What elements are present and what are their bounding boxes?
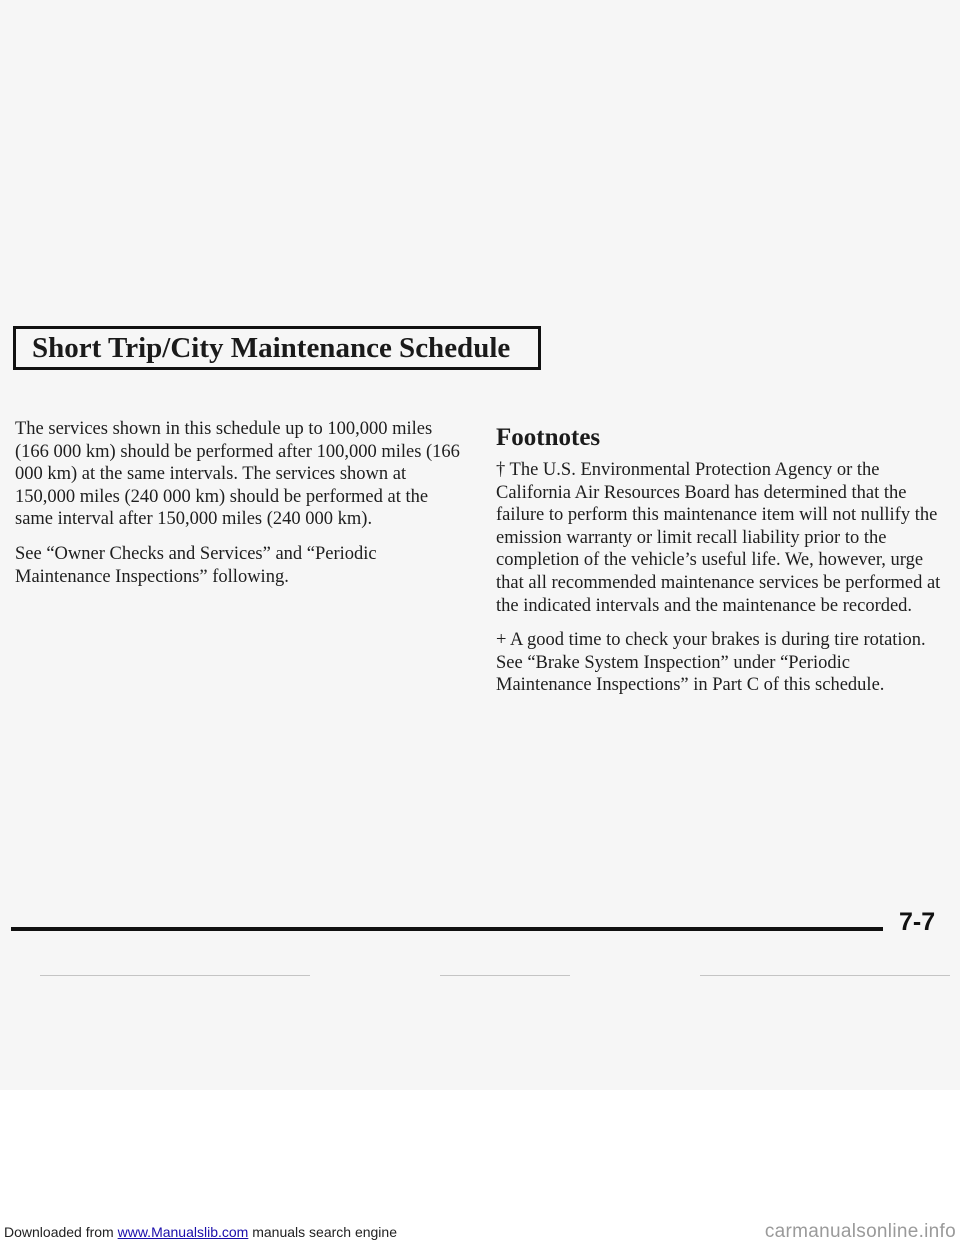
footnotes-heading: Footnotes xyxy=(496,424,601,451)
faint-divider-left xyxy=(40,975,310,976)
footnote-dagger: † The U.S. Environmental Protection Agency or the California Air Resources Board has determined that the failure to perform this maintenance item will not nullify the emission warranty or limit recall liability prior to the completion of the vehicle’s useful life. We, however, urge that all recommended maintenance services be performed at the indicated intervals and the maintenance be recorded. xyxy=(496,460,941,616)
left-column xyxy=(15,418,463,600)
see-also-paragraph: See “Owner Checks and Services” and “Periodic Maintenance Inspections” following. xyxy=(15,543,377,587)
page-title: Short Trip/City Maintenance Schedule xyxy=(32,331,511,364)
faint-divider-right xyxy=(700,975,950,976)
lower-band xyxy=(0,1090,960,1242)
footer-prefix: Downloaded from xyxy=(4,1224,118,1240)
right-column xyxy=(496,418,942,709)
page-divider xyxy=(11,927,883,931)
intervals-paragraph: The services shown in this schedule up to 100,000 miles (166 000 km) should be performed after 100,000 miles (166 000 km) at the same intervals. The services shown at 150,000 miles (240 000 km) should be performed at the same interval after 150,000 miles (240 000 km). xyxy=(15,419,460,530)
page-number: 7-7 xyxy=(899,908,936,936)
footer-attribution xyxy=(4,1222,397,1242)
section-title-box xyxy=(13,326,541,370)
watermark-text: carmanualsonline.info xyxy=(764,1221,956,1242)
faint-divider-middle xyxy=(440,975,570,976)
footnote-plus: + A good time to check your brakes is during tire rotation. See “Brake System Inspection” under “Periodic Maintenance Inspections” in Part C of this schedule. xyxy=(496,630,926,696)
footer-suffix: manuals search engine xyxy=(248,1224,397,1240)
download-footer xyxy=(0,1222,960,1242)
manualslib-link[interactable]: www.Manualslib.com xyxy=(117,1224,249,1240)
